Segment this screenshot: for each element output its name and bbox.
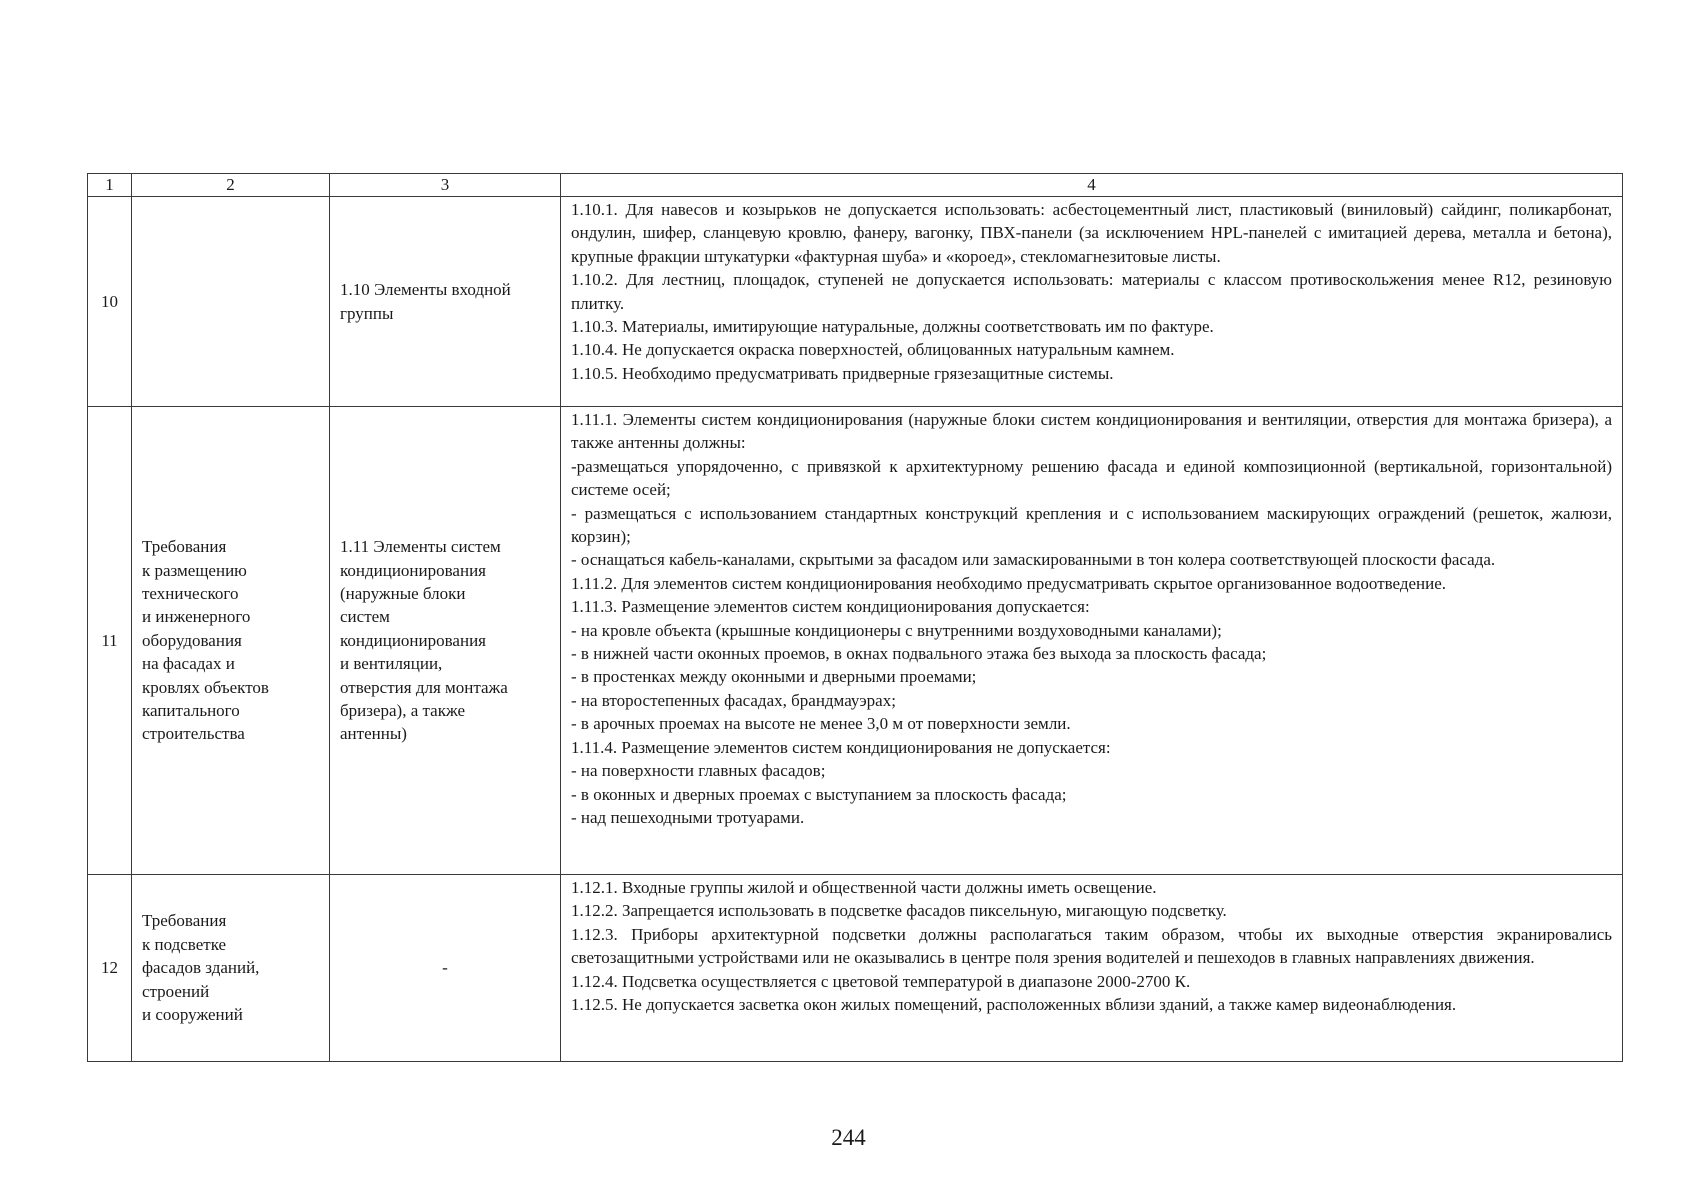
page-number: 244 <box>831 1125 866 1150</box>
paragraph: 1.10.4. Не допускается окраска поверхностей, облицованных натуральным камнем. <box>571 340 1175 360</box>
requirement-line: и сооружений <box>142 1005 243 1025</box>
paragraph: - на кровле объекта (крышные кондиционеры с внутренними воздуховодными каналами); <box>571 620 1222 640</box>
requirement-line: капитального <box>142 701 240 721</box>
paragraph: 1.11.3. Размещение элементов систем кондиционирования допускается: <box>571 597 1090 617</box>
element-line: (наружные блоки <box>340 583 466 603</box>
requirement-line: оборудования <box>142 630 242 650</box>
paragraph: 1.11.1. Элементы систем кондиционирования (наружные блоки систем кондиционирования и вентиляции, отверстия для монтажа бризера), а также антенны должны: <box>571 410 1612 453</box>
paragraph: - в простенках между оконными и дверными проемами; <box>571 667 977 687</box>
text-cell <box>561 875 1623 1062</box>
header-cell-1: 1 <box>88 174 132 197</box>
requirements-table <box>87 173 1623 1062</box>
paragraph: 1.12.2. Запрещается использовать в подсветке фасадов пиксельную, мигающую подсветку. <box>571 901 1227 921</box>
requirement-line: строительства <box>142 724 245 744</box>
element-cell <box>330 197 561 407</box>
paragraph: - оснащаться кабель-каналами, скрытыми за фасадом или замаскированными в тон колера соответствующей плоскости фасада. <box>571 550 1496 570</box>
table-row-11 <box>88 407 1623 875</box>
row-number: 10 <box>88 197 132 407</box>
row-number: 12 <box>88 875 132 1062</box>
table-header-row <box>88 174 1623 197</box>
requirement-line: строений <box>142 981 210 1001</box>
requirement-cell <box>132 875 330 1062</box>
text-cell <box>561 197 1623 407</box>
row-number: 11 <box>88 407 132 875</box>
header-cell-3: 3 <box>330 174 561 197</box>
paragraph: 1.10.2. Для лестниц, площадок, ступеней не допускается использовать: материалы с классом противоскольжения менее R12, резиновую плитку. <box>571 270 1612 313</box>
requirement-line: к размещению <box>142 560 247 580</box>
header-cell-4: 4 <box>561 174 1623 197</box>
element-line: 1.11 Элементы систем <box>340 537 501 557</box>
paragraph: - на поверхности главных фасадов; <box>571 761 826 781</box>
paragraph: - над пешеходными тротуарами. <box>571 807 805 827</box>
paragraph: - в арочных проемах на высоте не менее 3,0 м от поверхности земли. <box>571 714 1071 734</box>
paragraph: 1.10.1. Для навесов и козырьков не допускается использовать: асбестоцементный лист, пластиковый (виниловый) сайдинг, поликарбонат, ондулин, шифер, сланцевую кровлю, фанеру, вагонку, ПВХ-панели (за исключением HPL-панелей с имитацией дерева, металла и бетона), крупные фракции штукатурки «фактурная шуба» и «короед», стекломагнезитовые листы. <box>571 200 1612 266</box>
element-line: и вентиляции, <box>340 654 443 674</box>
requirement-line: к подсветке <box>142 934 227 954</box>
paragraph: 1.11.4. Размещение элементов систем кондиционирования не допускается: <box>571 737 1111 757</box>
paragraph: -размещаться упорядоченно, с привязкой к архитектурному решению фасада и единой композиционной (вертикальной, горизонтальной) системе осей; <box>571 456 1612 500</box>
paragraph: 1.10.5. Необходимо предусматривать придверные грязезащитные системы. <box>571 363 1114 383</box>
element-line: группы <box>340 303 394 323</box>
element-line: кондиционирования <box>340 560 486 580</box>
paragraph: - в оконных и дверных проемах с выступанием за плоскость фасада; <box>571 784 1067 804</box>
element-line: антенны) <box>340 724 407 744</box>
paragraph: - на второстепенных фасадах, брандмауэрах; <box>571 690 896 710</box>
requirement-cell <box>132 197 330 407</box>
header-cell-2: 2 <box>132 174 330 197</box>
element-cell <box>330 875 561 1062</box>
paragraph: 1.12.4. Подсветка осуществляется с цветовой температурой в диапазоне 2000-2700 К. <box>571 971 1191 991</box>
element-line: 1.10 Элементы входной <box>340 280 511 300</box>
requirement-line: Требования <box>142 537 227 557</box>
requirement-line: технического <box>142 583 239 603</box>
requirement-cell <box>132 407 330 875</box>
paragraph: 1.12.1. Входные группы жилой и общественной части должны иметь освещение. <box>571 878 1157 897</box>
requirement-line: на фасадах и <box>142 654 235 674</box>
paragraph: 1.12.5. Не допускается засветка окон жилых помещений, расположенных вблизи зданий, а также камер видеонаблюдения. <box>571 995 1457 1015</box>
paragraph: - в нижней части оконных проемов, в окнах подвального этажа без выхода за плоскость фасада; <box>571 644 1267 664</box>
requirement-line: Требования <box>142 911 227 931</box>
element-line: систем <box>340 607 390 627</box>
element-cell <box>330 407 561 875</box>
paragraph: 1.11.2. Для элементов систем кондиционирования необходимо предусматривать скрытое организованное водоотведение. <box>571 573 1447 593</box>
element-line: кондиционирования <box>340 630 486 650</box>
text-cell <box>561 407 1623 875</box>
table-row-12 <box>88 875 1623 1062</box>
table-row-10 <box>88 197 1623 407</box>
element-line: - <box>442 958 448 978</box>
requirement-line: фасадов зданий, <box>142 958 260 978</box>
requirement-line: кровлях объектов <box>142 677 269 697</box>
element-line: отверстия для монтажа <box>340 677 508 697</box>
paragraph: - размещаться с использованием стандартных конструкций крепления и с использованием маскирующих ограждений (решеток, жалюзи, корзин); <box>571 503 1612 547</box>
paragraph: 1.12.3. Приборы архитектурной подсветки должны располагаться таким образом, чтобы их выходные отверстия экранировались светозащитными устройствами или не оказывались в центре поля зрения водителей и пешеходов в главных направлениях движения. <box>571 924 1612 968</box>
element-line: бризера), а также <box>340 701 466 721</box>
requirement-line: и инженерного <box>142 607 251 627</box>
paragraph: 1.10.3. Материалы, имитирующие натуральные, должны соответствовать им по фактуре. <box>571 317 1214 337</box>
